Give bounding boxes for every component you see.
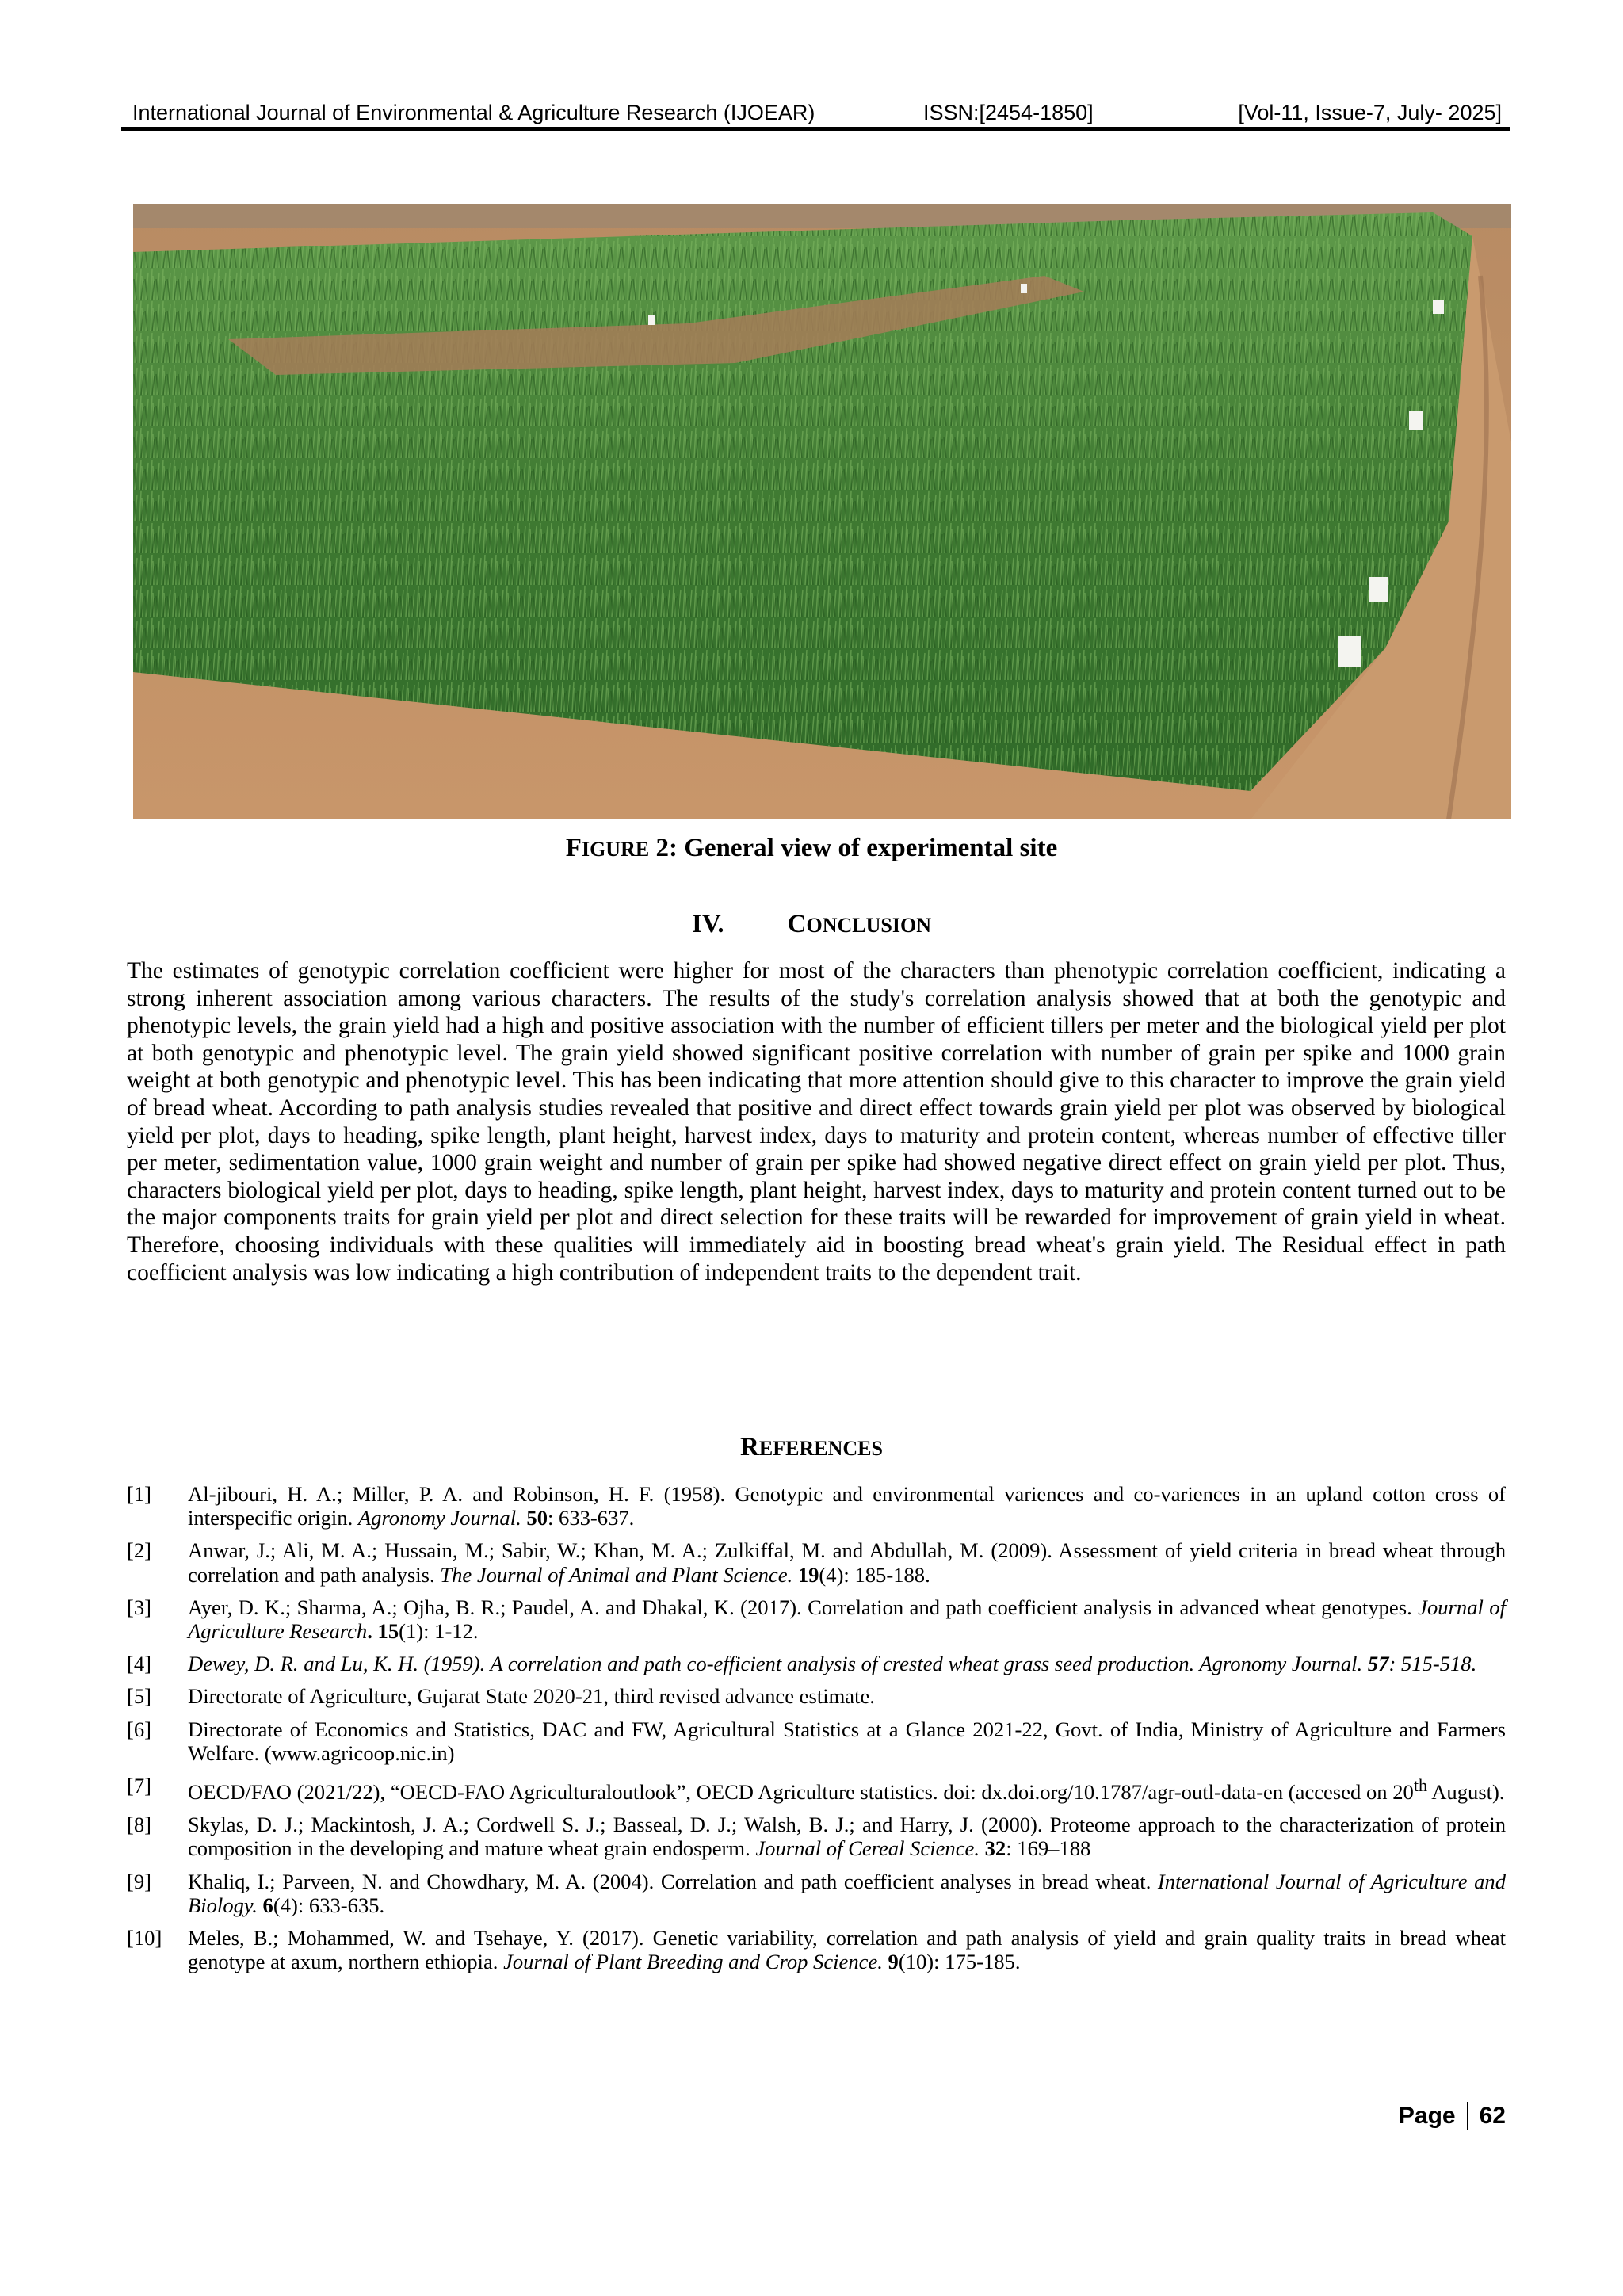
reference-pages: : 169–188: [1006, 1836, 1091, 1861]
reference-volume: 32: [979, 1836, 1006, 1861]
conclusion-paragraph: The estimates of genotypic correlation coefficient were higher for most of the characters than phenotypic correlation coefficient, indicating a strong inherent association among various characters. The results of the study's correlation analysis showed that at both the genotypic and phenotypic levels, the grain yield had a high and positive association with the number of efficient tillers per meter and the biological yield per plot at both genotypic and phenotypic level. The grain yield showed significant positive correlation with number of grain per spike and 1000 grain weight at both genotypic and phenotypic level. This has been indicating that more attention should give to this character to improve the grain yield of bread wheat. According to path analysis studies revealed that positive and direct effect towards grain yield per plot was observed by biological yield per plot, days to heading, spike length, plant height, harvest index, days to maturity and protein content, whereas number of effective tiller per meter, sedimentation value, 1000 grain weight and number of grain per spike had showed negative direct effect on grain yield per plot. Thus, characters biological yield per plot, days to heading, spike length, plant height, harvest index, days to maturity and protein content turned out to be the major components traits for grain yield per plot and direct selection for these traits will be rewarded for improvement of grain yield in wheat. Therefore, choosing individuals with these qualities will immediately aid in boosting bread wheat's grain yield. The Residual effect in path coefficient analysis was low indicating a high contribution of independent traits to the dependent trait.: [127, 958, 1506, 1286]
reference-pages: (4): 633-635.: [273, 1893, 385, 1917]
running-header: [121, 97, 1510, 130]
references-title-smallcaps: EFERENCES: [758, 1437, 883, 1460]
reference-volume: . 15: [367, 1619, 399, 1644]
reference-number: [9]: [127, 1869, 152, 1893]
reference-item-6: [127, 1717, 1506, 1765]
reference-item-4: [127, 1652, 1506, 1675]
header-volume: [Vol-11, Issue-7, July- 2025]: [1238, 101, 1502, 124]
reference-text: Anwar, J.; Ali, M. A.; Hussain, M.; Sabir, W.; Khan, M. A.; Zulkiffal, M. and Abdullah, M. (2009). Assessment of yield criteria in bread wheat through correlation and path analysis.: [188, 1538, 1506, 1587]
reference-text: Al-jibouri, H. A.; Miller, P. A. and Robinson, H. F. (1958). Genotypic and environmental variences and co-variences in an upland cotton cross of interspecific origin.: [188, 1482, 1506, 1530]
section-title-smallcaps: ONCLUSION: [806, 914, 931, 937]
reference-text: Khaliq, I.; Parveen, N. and Chowdhary, M. A. (2004). Correlation and path coefficient analyses in bread wheat.: [188, 1869, 1158, 1893]
reference-item-3: [127, 1595, 1506, 1643]
reference-pages: : 515-518.: [1388, 1652, 1477, 1676]
reference-text: Skylas, D. J.; Mackintosh, J. A.; Cordwell S. J.; Basseal, D. J.; Walsh, B. J.; and Harry, J. (2000). Proteome approach to the characterization of protein composition in the developing and mature wheat grain endosperm.: [188, 1813, 1506, 1861]
reference-item-2: [127, 1538, 1506, 1586]
reference-item-7: [127, 1774, 1506, 1804]
page-label: Page: [1398, 2103, 1456, 2129]
reference-superscript: th: [1413, 1775, 1428, 1796]
reference-text: Directorate of Economics and Statistics, DAC and FW, Agricultural Statistics at a Glance 2021-22, Govt. of India, Ministry of Agriculture and Farmers Welfare. (www.agricoop.nic.in): [188, 1717, 1506, 1765]
header-rule: [121, 127, 1510, 131]
reference-item-1: [127, 1482, 1506, 1530]
reference-number: [4]: [127, 1652, 152, 1676]
reference-number: [8]: [127, 1813, 152, 1837]
reference-item-9: [127, 1870, 1506, 1917]
reference-number: [7]: [127, 1774, 152, 1798]
section-title-initial: C: [787, 910, 807, 938]
reference-volume: 50: [521, 1506, 548, 1530]
reference-number: [6]: [127, 1717, 152, 1741]
header-issn: ISSN:[2454-1850]: [923, 101, 1094, 124]
figure-caption: [0, 834, 1623, 863]
reference-journal: The Journal of Animal and Plant Science.: [440, 1562, 793, 1587]
reference-pages: (1): 1-12.: [399, 1619, 479, 1644]
reference-pages: : 633-637.: [548, 1506, 635, 1530]
caption-prefix-smallcaps: IGURE: [581, 838, 650, 861]
references-title-initial: R: [740, 1433, 759, 1461]
caption-text: 2: General view of experimental site: [649, 834, 1058, 862]
reference-number: [10]: [127, 1925, 162, 1950]
reference-number: [3]: [127, 1595, 152, 1619]
page-number: 62: [1479, 2103, 1506, 2129]
reference-text: Meles, B.; Mohammed, W. and Tsehaye, Y. (2017). Genetic variability, correlation and path analysis of yield and grain quality traits in bread wheat genotype at axum, northern ethiopia.: [188, 1925, 1506, 1974]
reference-pages: (4): 185-188.: [819, 1562, 930, 1587]
reference-text-tail: August).: [1427, 1779, 1505, 1804]
reference-volume: 6: [257, 1893, 273, 1917]
reference-item-10: [127, 1926, 1506, 1973]
reference-journal: Journal of Plant Breeding and Crop Science.: [503, 1950, 883, 1974]
figure-photo-wheat-field: [133, 204, 1511, 819]
reference-number: [5]: [127, 1684, 152, 1709]
reference-volume: 57: [1367, 1652, 1389, 1676]
reference-journal: Journal of Cereal Science.: [755, 1836, 980, 1861]
page-footer: [1399, 2102, 1506, 2130]
section-heading-conclusion: [0, 910, 1623, 939]
footer-separator: [1467, 2102, 1468, 2130]
reference-text: Dewey, D. R. and Lu, K. H. (1959). A correlation and path co-efficient analysis of crested wheat grass seed production. Agronomy Journal.: [188, 1652, 1368, 1676]
references-heading: [0, 1433, 1623, 1462]
reference-item-8: [127, 1813, 1506, 1860]
caption-prefix-initial: F: [565, 834, 582, 862]
reference-pages: (10): 175-185.: [898, 1950, 1021, 1974]
reference-volume: 9: [882, 1950, 899, 1974]
reference-journal: Journal of Agriculture Research: [188, 1595, 1506, 1644]
reference-text: Ayer, D. K.; Sharma, A.; Ojha, B. R.; Paudel, A. and Dhakal, K. (2017). Correlation and path coefficient analysis in advanced wheat genotypes.: [188, 1595, 1419, 1619]
reference-volume: 19: [792, 1562, 819, 1587]
wheat-field-illustration: [133, 204, 1511, 819]
reference-list: [127, 1482, 1506, 1982]
reference-number: [1]: [127, 1482, 152, 1506]
reference-item-5: [127, 1684, 1506, 1708]
section-number: IV.: [692, 910, 724, 938]
reference-journal: International Journal of Agriculture and Biology.: [188, 1869, 1506, 1917]
reference-text: OECD/FAO (2021/22), “OECD-FAO Agriculturaloutlook”, OECD Agriculture statistics. doi: dx.doi.org/10.1787/agr-outl-data-en (accesed on 20: [188, 1779, 1414, 1804]
header-journal-name: International Journal of Environmental & Agriculture Research (IJOEAR): [132, 101, 815, 124]
reference-journal: Agronomy Journal.: [357, 1506, 521, 1530]
reference-number: [2]: [127, 1538, 152, 1563]
reference-text: Directorate of Agriculture, Gujarat State 2020-21, third revised advance estimate.: [188, 1684, 875, 1709]
